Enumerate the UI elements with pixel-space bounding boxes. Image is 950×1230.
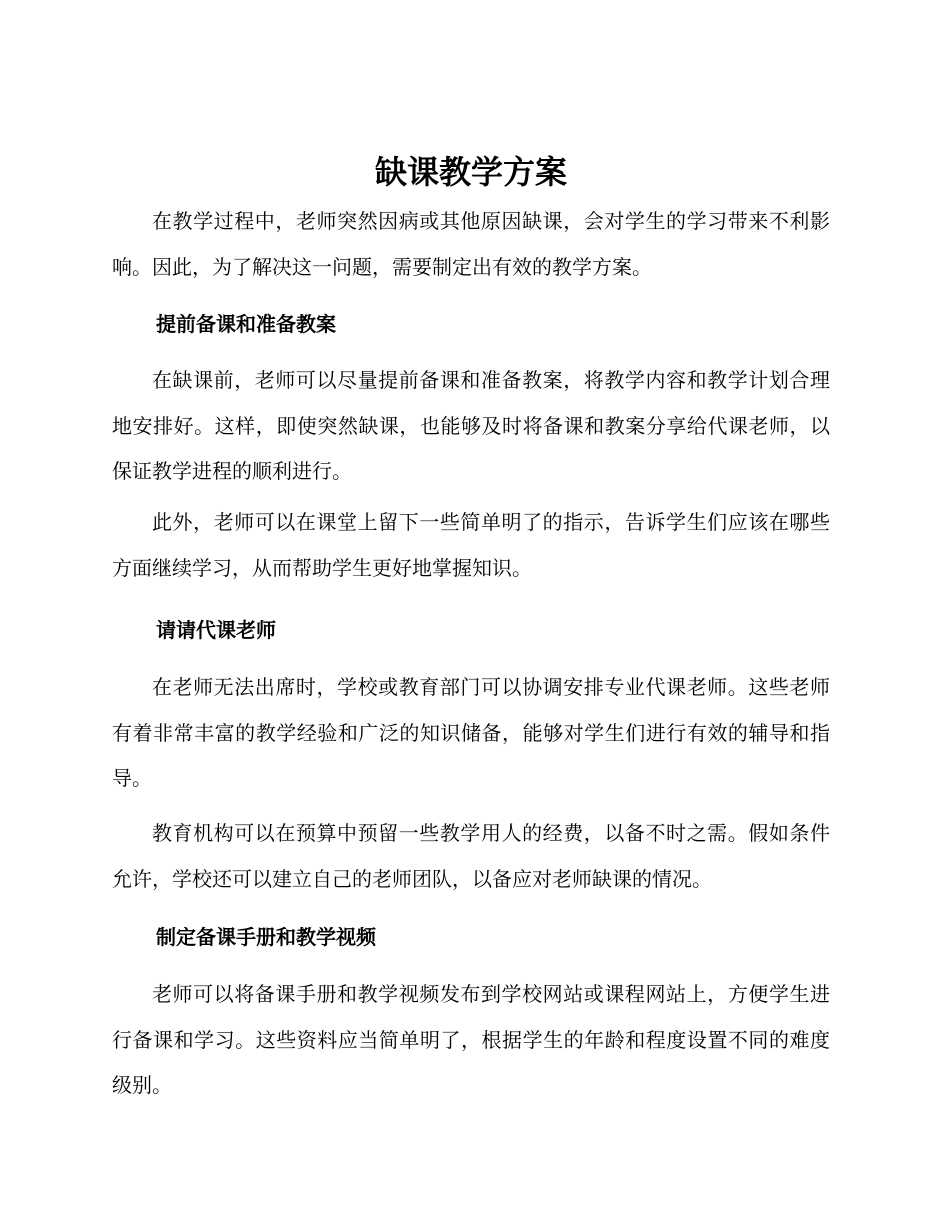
page-title: 缺课教学方案 <box>374 153 567 191</box>
section-paragraph: 老师可以将备课手册和教学视频发布到学校网站或课程网站上，方便学生进行备课和学习。这些资料应当简单明了，根据学生的年龄和程度设置不同的难度级别。 <box>112 982 830 1097</box>
section-heading: 制定备课手册和教学视频 <box>156 925 376 949</box>
section-paragraph: 教育机构可以在预算中预留一些教学用人的经费，以备不时之需。假如条件允许，学校还可以建立自己的老师团队，以备应对老师缺课的情况。 <box>112 821 830 891</box>
section-paragraph: 在老师无法出席时，学校或教育部门可以协调安排专业代课老师。这些老师有着非常丰富的教学经验和广泛的知识储备，能够对学生们进行有效的辅导和指导。 <box>112 675 830 790</box>
section-paragraph: 此外，老师可以在课堂上留下一些简单明了的指示，告诉学生们应该在哪些方面继续学习，从而帮助学生更好地掌握知识。 <box>112 510 830 580</box>
intro-paragraph: 在教学过程中，老师突然因病或其他原因缺课，会对学生的学习带来不利影响。因此，为了解决这一问题，需要制定出有效的教学方案。 <box>112 209 830 279</box>
section-paragraph: 在缺课前，老师可以尽量提前备课和准备教案，将教学内容和教学计划合理地安排好。这样，即使突然缺课，也能够及时将备课和教案分享给代课老师，以保证教学进程的顺利进行。 <box>112 368 830 483</box>
section-heading: 请请代课老师 <box>156 618 276 642</box>
section-heading: 提前备课和准备教案 <box>156 312 336 336</box>
